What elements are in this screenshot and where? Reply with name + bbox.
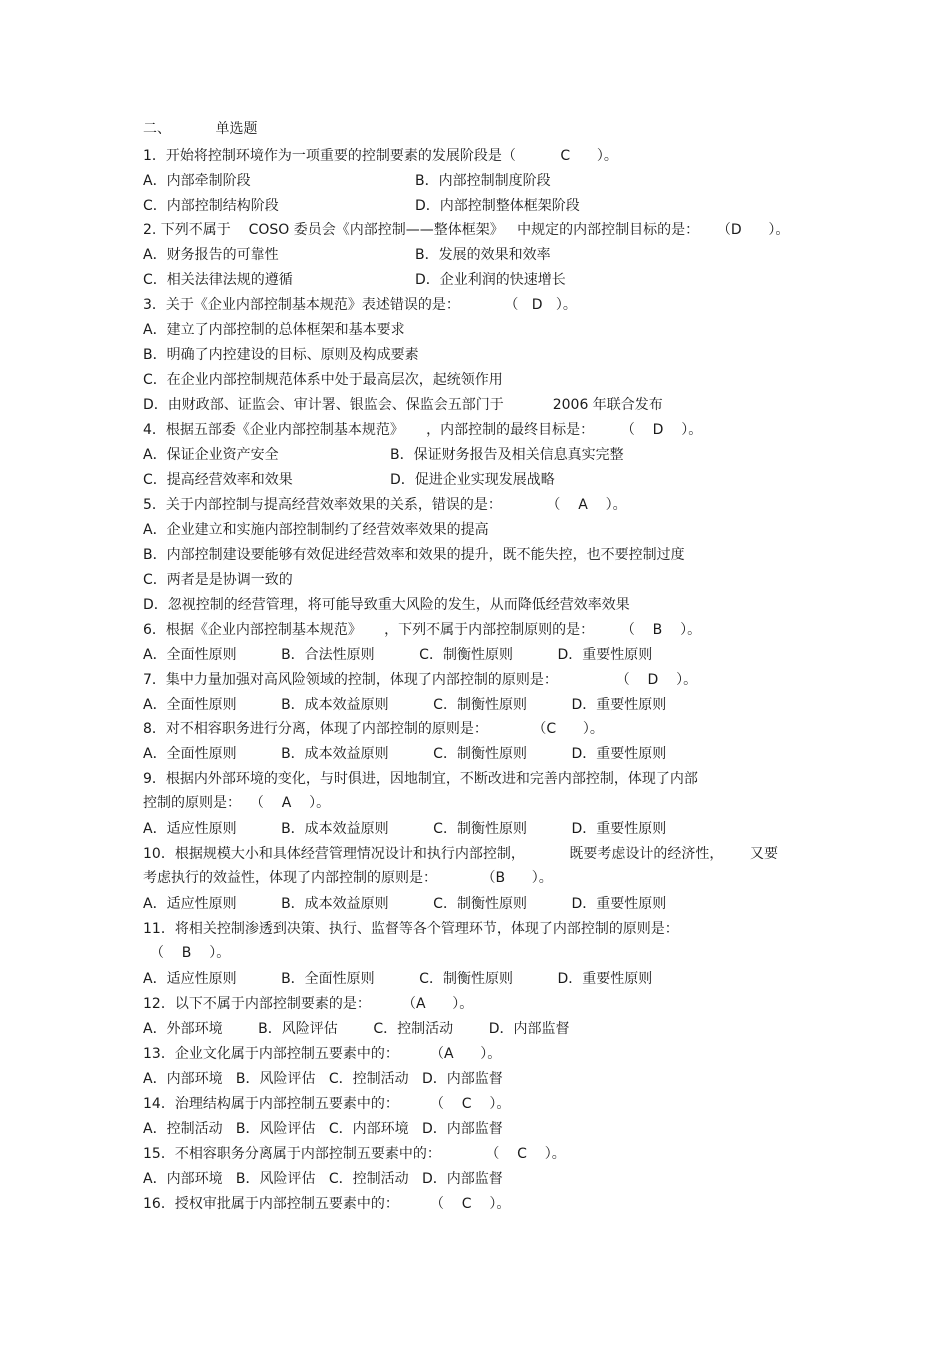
q11-options: A．适应性原则 B．全面性原则 C．制衡性原则 D．重要性原则 (143, 971, 653, 987)
q1-option-c: C．内部控制结构阶段 (143, 198, 279, 214)
question-9-cont: 控制的原则是： （ A ）。 (143, 795, 331, 811)
q2-option-b: B．发展的效果和效率 (415, 247, 551, 263)
question-4: 4．根据五部委《企业内部控制基本规范》 ，内部控制的最终目标是： （ D ）。 (143, 422, 703, 438)
q6-options: A．全面性原则 B．合法性原则 C．制衡性原则 D．重要性原则 (143, 647, 653, 663)
q2-option-d: D．企业利润的快速增长 (415, 272, 566, 288)
q8-options: A．全面性原则 B．成本效益原则 C．制衡性原则 D．重要性原则 (143, 746, 667, 762)
q5-option-b: B．内部控制建设要能够有效促进经营效率和效果的提升，既不能失控，也不要控制过度 (143, 547, 685, 563)
q5-option-c: C．两者是是协调一致的 (143, 572, 293, 588)
question-6: 6．根据《企业内部控制基本规范》 ，下列不属于内部控制原则的是： （ B ）。 (143, 622, 702, 638)
q14-options: A．控制活动 B．风险评估 C．内部环境 D．内部监督 (143, 1121, 503, 1137)
question-16: 16．授权审批属于内部控制五要素中的： （ C ）。 (143, 1196, 511, 1212)
q4-option-b: B．保证财务报告及相关信息真实完整 (390, 447, 624, 463)
question-1: 1．开始将控制环境作为一项重要的控制要素的发展阶段是（ C ）。 (143, 148, 618, 164)
q4-option-a: A．保证企业资产安全 (143, 447, 279, 463)
question-14: 14．治理结构属于内部控制五要素中的： （ C ）。 (143, 1096, 511, 1112)
q1-option-b: B．内部控制制度阶段 (415, 173, 551, 189)
question-7: 7．集中力量加强对高风险领域的控制，体现了内部控制的原则是： （ D ）。 (143, 672, 698, 688)
q5-option-a: A．企业建立和实施内部控制制约了经营效率效果的提高 (143, 522, 489, 538)
q7-options: A．全面性原则 B．成本效益原则 C．制衡性原则 D．重要性原则 (143, 697, 667, 713)
q4-option-c: C．提高经营效率和效果 (143, 472, 293, 488)
q2-option-a: A．财务报告的可靠性 (143, 247, 279, 263)
question-10: 10．根据规模大小和具体经营管理情况设计和执行内部控制， 既要考虑设计的经济性， 又要 (143, 846, 779, 862)
question-10-cont: 考虑执行的效益性，体现了内部控制的原则是： （B ）。 (143, 870, 553, 886)
q1-option-d: D．内部控制整体框架阶段 (415, 198, 580, 214)
question-3: 3．关于《企业内部控制基本规范》表述错误的是： （ D ）。 (143, 297, 577, 313)
q13-options: A．内部环境 B．风险评估 C．控制活动 D．内部监督 (143, 1071, 503, 1087)
q3-option-b: B．明确了内控建设的目标、原则及构成要素 (143, 347, 419, 363)
q10-options: A．适应性原则 B．成本效益原则 C．制衡性原则 D．重要性原则 (143, 896, 667, 912)
q5-option-d: D．忽视控制的经营管理，将可能导致重大风险的发生，从而降低经营效率效果 (143, 597, 630, 613)
q15-options: A．内部环境 B．风险评估 C．控制活动 D．内部监督 (143, 1171, 503, 1187)
q3-option-c: C．在企业内部控制规范体系中处于最高层次，起统领作用 (143, 372, 503, 388)
section-title: 二、 单选题 (143, 121, 258, 137)
q2-option-c: C．相关法律法规的遵循 (143, 272, 293, 288)
q12-options: A．外部环境 B．风险评估 C．控制活动 D．内部监督 (143, 1021, 570, 1037)
question-11-answer: （ B ）。 (150, 945, 231, 961)
question-5: 5．关于内部控制与提高经营效率效果的关系，错误的是： （ A ）。 (143, 497, 627, 513)
q3-option-d: D．由财政部、证监会、审计署、银监会、保监会五部门于 2006 年联合发布 (143, 397, 663, 413)
question-11: 11．将相关控制渗透到决策、执行、监督等各个管理环节，体现了内部控制的原则是： (143, 921, 679, 937)
question-15: 15．不相容职务分离属于内部控制五要素中的： （ C ）。 (143, 1146, 566, 1162)
question-2: 2. 下列不属于 COSO 委员会《内部控制——整体框架》 中规定的内部控制目标的是： （D ）。 (143, 222, 790, 238)
q4-option-d: D．促进企业实现发展战略 (390, 472, 555, 488)
question-8: 8．对不相容职务进行分离，体现了内部控制的原则是： （C ）。 (143, 721, 604, 737)
question-12: 12．以下不属于内部控制要素的是： （A ）。 (143, 996, 474, 1012)
q3-option-a: A．建立了内部控制的总体框架和基本要求 (143, 322, 405, 338)
question-13: 13．企业文化属于内部控制五要素中的： （A ）。 (143, 1046, 502, 1062)
q1-option-a: A．内部牵制阶段 (143, 173, 251, 189)
q9-options: A．适应性原则 B．成本效益原则 C．制衡性原则 D．重要性原则 (143, 821, 667, 837)
question-9: 9．根据内外部环境的变化，与时俱进，因地制宜，不断改进和完善内部控制，体现了内部 (143, 771, 698, 787)
